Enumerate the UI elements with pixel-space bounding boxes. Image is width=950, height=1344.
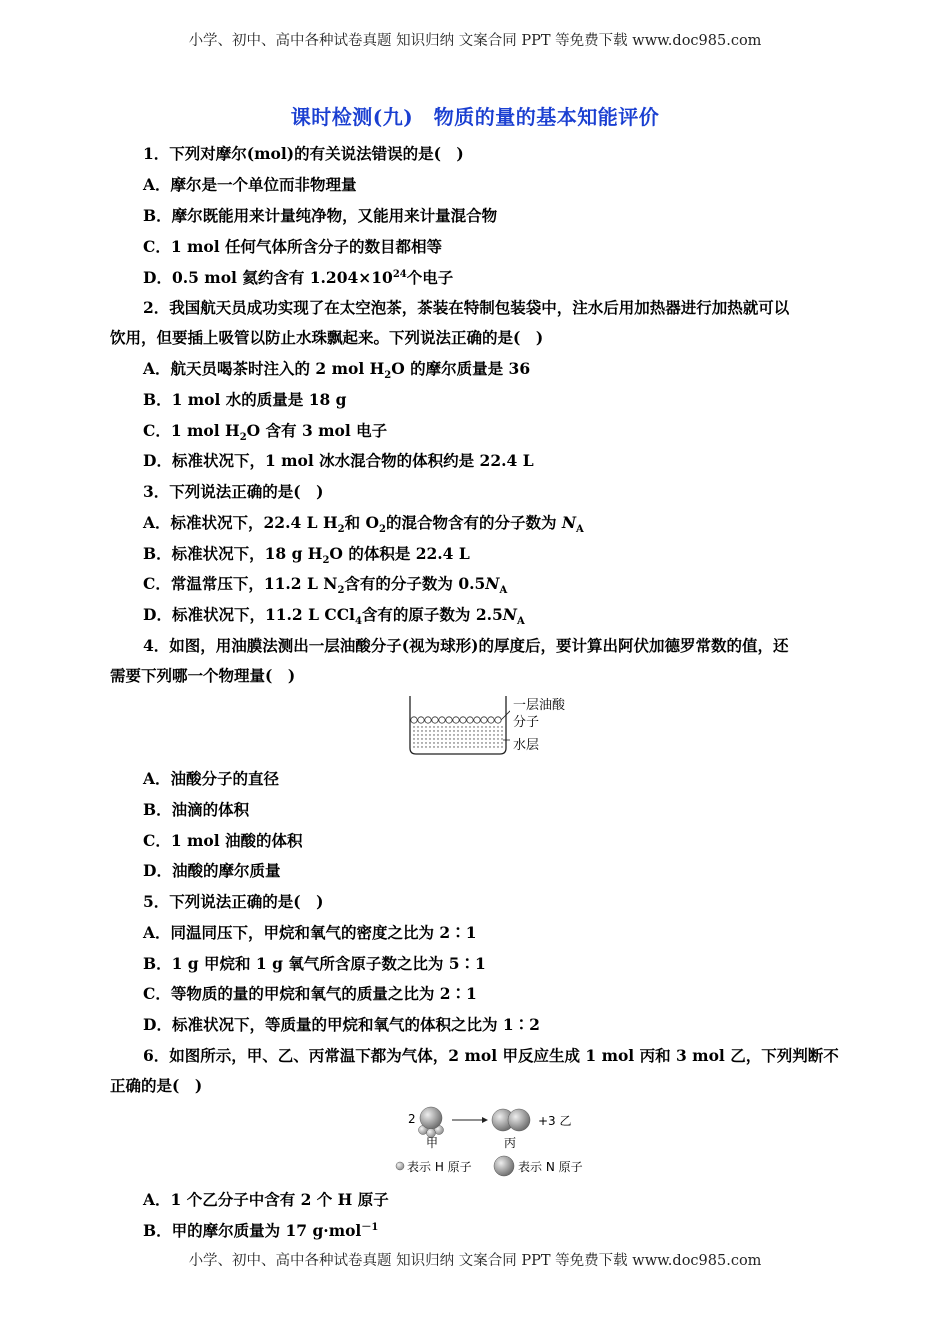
q2-option-d: D．标准状况下，1 mol 冰水混合物的体积约是 22.4 L — [143, 451, 534, 470]
legend-n-atom: 表示 N 原子 — [518, 1160, 583, 1174]
q3-option-c: C．常温常压下，11.2 L $N_2$含有的分子数为 $0.5N_A$ — [143, 574, 508, 597]
q5-option-a: A．同温同压下，甲烷和氧气的密度之比为 2∶1 — [143, 923, 477, 942]
q1-option-c: C．1 mol 任何气体所含分子的数目都相等 — [143, 237, 443, 256]
q4-option-a: A．油酸分子的直径 — [143, 769, 280, 788]
q5-option-b: B．1 g 甲烷和 1 g 氧气所含原子数之比为 5∶1 — [143, 954, 486, 973]
q2-stem-line1: 2．我国航天员成功实现了在太空泡茶，茶装在特制包装袋中，注水后用加热器进行加热就可以 — [143, 298, 790, 317]
label-bing: 丙 — [504, 1136, 517, 1150]
q1-option-a: A．摩尔是一个单位而非物理量 — [143, 175, 357, 194]
oil-film-figure — [405, 694, 585, 760]
coefficient-2: 2 — [408, 1112, 416, 1126]
q4-stem-line1: 4．如图，用油膜法测出一层油酸分子(视为球形)的厚度后，要计算出阿伏加德罗常数的值，还 — [143, 636, 789, 655]
page-title: 课时检测(九) 物质的量的基本知能评价 — [290, 105, 660, 129]
label-water-layer: 水层 — [513, 738, 540, 753]
label-oil-layer: 一层油酸 — [513, 698, 566, 713]
page-header: 小学、初中、高中各种试卷真题 知识归纳 文案合同 PPT 等免费下载 www.doc985.com — [188, 33, 762, 49]
q4-option-b: B．油滴的体积 — [143, 800, 250, 819]
q1-option-d: D．0.5 mol 氦约含有 $1.204\times 10^{24}$个电子 — [143, 268, 454, 287]
q3-option-d: D．标准状况下，11.2 L CCl$_4$含有的原子数为 $2.5N_A$ — [143, 605, 525, 628]
legend-h-atom: 表示 H 原子 — [407, 1160, 472, 1174]
q2-option-b: B．1 mol 水的质量是 18 g — [143, 390, 347, 409]
q5-option-c: C．等物质的量的甲烷和氧气的质量之比为 2∶1 — [143, 984, 477, 1003]
q1-option-b: B．摩尔既能用来计量纯净物，又能用来计量混合物 — [143, 206, 498, 225]
q6-option-a: A．1 个乙分子中含有 2 个 H 原子 — [143, 1190, 389, 1209]
label-molecule: 分子 — [513, 715, 540, 730]
page-footer: 小学、初中、高中各种试卷真题 知识归纳 文案合同 PPT 等免费下载 www.doc985.com — [188, 1253, 762, 1269]
q2-option-c: C．1 mol $H_2O$ 含有 3 mol 电子 — [143, 421, 388, 444]
label-plus-3-yi: +3 乙 — [538, 1114, 572, 1128]
q6-option-b: B．甲的摩尔质量为 17 g·mol$^{-1}$ — [143, 1221, 379, 1240]
q1-stem: 1．下列对摩尔(mol)的有关说法错误的是( ) — [143, 144, 464, 163]
beaker-diagram — [405, 694, 510, 760]
q4-option-d: D．油酸的摩尔质量 — [143, 861, 281, 880]
q3-stem: 3．下列说法正确的是( ) — [143, 482, 324, 501]
q4-option-c: C．1 mol 油酸的体积 — [143, 831, 303, 850]
q2-option-a: A．航天员喝茶时注入的 2 mol $H_2O$ 的摩尔质量是 36 — [143, 359, 531, 382]
q5-option-d: D．标准状况下，等质量的甲烷和氧气的体积之比为 1∶2 — [143, 1015, 540, 1034]
q2-stem-line2: 饮用，但要插上吸管以防止水珠飘起来。下列说法正确的是( ) — [110, 328, 544, 347]
q5-stem: 5．下列说法正确的是( ) — [143, 892, 324, 911]
q3-option-b: B．标准状况下，18 g $H_2O$ 的体积是 22.4 L — [143, 544, 470, 567]
label-jia: 甲 — [426, 1136, 439, 1150]
q6-stem-line2: 正确的是( ) — [110, 1076, 203, 1095]
q4-stem-line2: 需要下列哪一个物理量( ) — [110, 666, 296, 685]
q3-option-a: A．标准状况下，22.4 L $H_2$和 $O_2$的混合物含有的分子数为 $N_A$ — [143, 513, 584, 536]
q6-stem-line1: 6．如图所示，甲、乙、丙常温下都为气体，2 mol 甲反应生成 1 mol 丙和 3 mol 乙，下列判断不 — [143, 1046, 839, 1065]
reaction-figure — [390, 1100, 600, 1180]
